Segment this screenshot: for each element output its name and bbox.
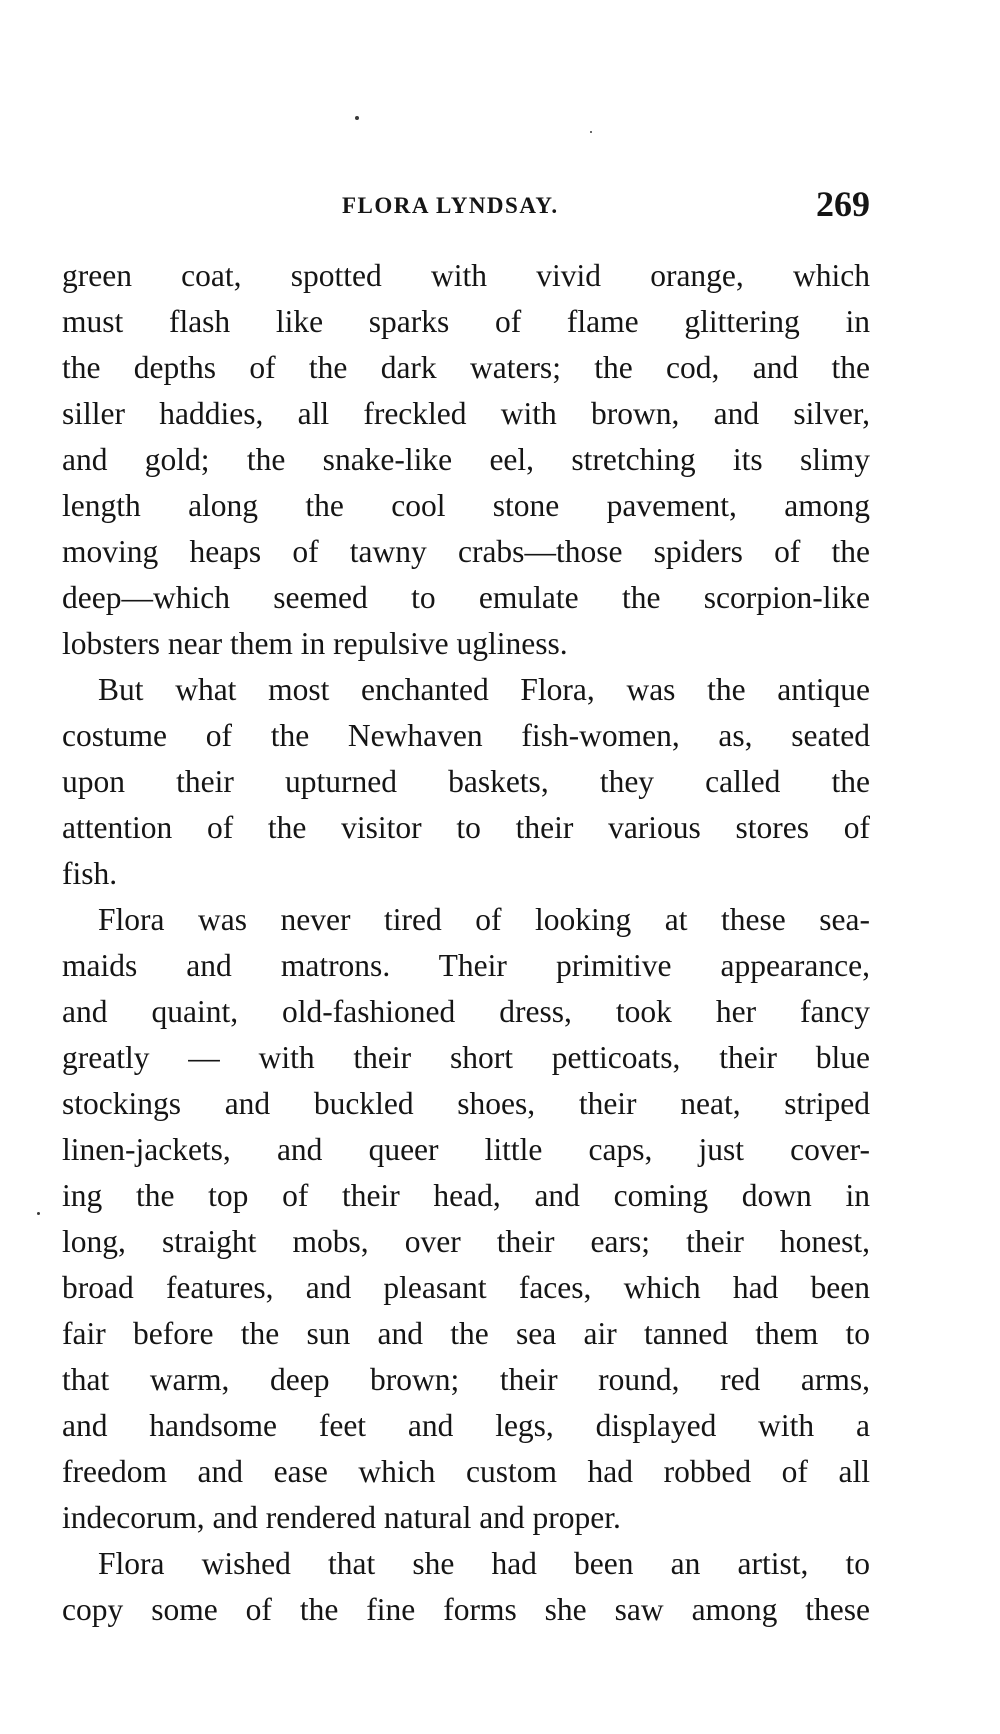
text-line: long, straight mobs, over their ears; their honest, bbox=[62, 1224, 870, 1259]
paragraph bbox=[62, 253, 870, 667]
text-line: But what most enchanted Flora, was the antique bbox=[98, 672, 870, 707]
text-line: and gold; the snake-like eel, stretching its slimy bbox=[62, 442, 870, 477]
paragraph bbox=[62, 1541, 870, 1633]
ink-speck bbox=[37, 1212, 40, 1215]
text-line: upon their upturned baskets, they called the bbox=[62, 764, 870, 799]
text-line: green coat, spotted with vivid orange, which bbox=[62, 258, 870, 293]
text-line: indecorum, and rendered natural and proper. bbox=[62, 1500, 621, 1535]
text-line: copy some of the fine forms she saw among these bbox=[62, 1592, 870, 1627]
running-head bbox=[62, 183, 870, 229]
text-line: fair before the sun and the sea air tanned them to bbox=[62, 1316, 870, 1351]
text-line: broad features, and pleasant faces, which had been bbox=[62, 1270, 870, 1305]
text-line: moving heaps of tawny crabs—those spiders of the bbox=[62, 534, 870, 569]
text-line: lobsters near them in repulsive ugliness. bbox=[62, 626, 568, 661]
text-line: attention of the visitor to their various stores of bbox=[62, 810, 870, 845]
text-line: that warm, deep brown; their round, red arms, bbox=[62, 1362, 870, 1397]
text-line: and quaint, old-fashioned dress, took her fancy bbox=[62, 994, 870, 1029]
text-line: stockings and buckled shoes, their neat, striped bbox=[62, 1086, 870, 1121]
text-line: greatly — with their short petticoats, their blue bbox=[62, 1040, 870, 1075]
ink-speck bbox=[355, 116, 359, 120]
text-line: freedom and ease which custom had robbed of all bbox=[62, 1454, 870, 1489]
text-line: fish. bbox=[62, 856, 118, 891]
running-title: FLORA LYNDSAY. bbox=[342, 193, 559, 218]
text-line: maids and matrons. Their primitive appearance, bbox=[62, 948, 870, 983]
text-line: the depths of the dark waters; the cod, and the bbox=[62, 350, 870, 385]
body-text bbox=[62, 253, 870, 1633]
paragraph bbox=[62, 897, 870, 1541]
text-line: and handsome feet and legs, displayed with a bbox=[62, 1408, 870, 1443]
ink-speck bbox=[590, 131, 592, 133]
text-line: Flora was never tired of looking at these sea- bbox=[98, 902, 870, 937]
text-line: must flash like sparks of flame glittering in bbox=[62, 304, 870, 339]
page-number: 269 bbox=[816, 184, 870, 224]
text-line: siller haddies, all freckled with brown, and silver, bbox=[62, 396, 870, 431]
text-line: length along the cool stone pavement, among bbox=[62, 488, 870, 523]
text-line: Flora wished that she had been an artist, to bbox=[98, 1546, 870, 1581]
text-line: linen-jackets, and queer little caps, just cover- bbox=[62, 1132, 870, 1167]
text-line: deep—which seemed to emulate the scorpion-like bbox=[62, 580, 870, 615]
text-line: ing the top of their head, and coming down in bbox=[62, 1178, 870, 1213]
paragraph bbox=[62, 667, 870, 897]
text-line: costume of the Newhaven fish-women, as, seated bbox=[62, 718, 870, 753]
